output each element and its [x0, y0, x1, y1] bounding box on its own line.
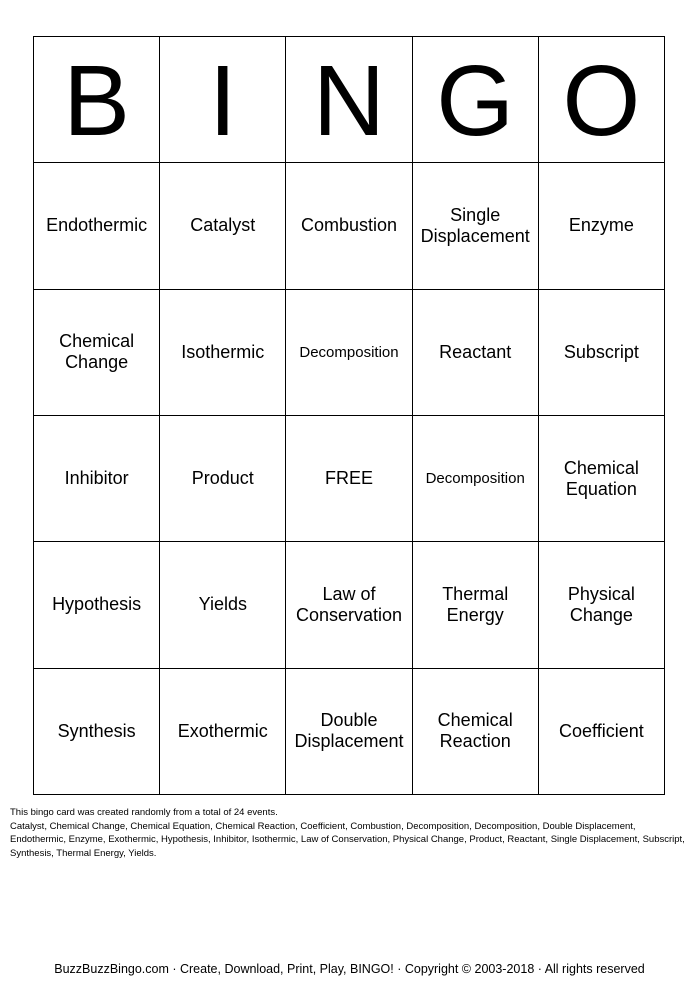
bingo-cell: Chemical Equation [539, 416, 665, 542]
bingo-card [33, 36, 665, 795]
info-summary: This bingo card was created randomly from a total of 24 events. [10, 807, 278, 818]
bingo-cell: Thermal Energy [413, 542, 539, 668]
bingo-cell: Decomposition [286, 290, 412, 416]
page-footer: BuzzBuzzBingo.com · Create, Download, Print, Play, BINGO! · Copyright © 2003-2018 · All rights reserved [54, 962, 645, 976]
bingo-cell: Chemical Reaction [413, 669, 539, 795]
bingo-cell: Double Displacement [286, 669, 412, 795]
header-letter-b: B [34, 37, 160, 163]
bingo-cell: Yields [160, 542, 286, 668]
bingo-cell: Synthesis [34, 669, 160, 795]
header-letter-o: O [539, 37, 665, 163]
bingo-cell: Physical Change [539, 542, 665, 668]
bingo-cell: Enzyme [539, 163, 665, 289]
free-space-cell: FREE [286, 416, 412, 542]
bingo-cell: Reactant [413, 290, 539, 416]
bingo-cell: Coefficient [539, 669, 665, 795]
bingo-cell: Decomposition [413, 416, 539, 542]
card-info [10, 806, 692, 860]
bingo-cell: Subscript [539, 290, 665, 416]
bingo-grid [34, 37, 665, 795]
bingo-cell: Endothermic [34, 163, 160, 289]
bingo-cell: Hypothesis [34, 542, 160, 668]
header-letter-n: N [286, 37, 412, 163]
bingo-cell: Exothermic [160, 669, 286, 795]
bingo-cell: Inhibitor [34, 416, 160, 542]
bingo-cell: Isothermic [160, 290, 286, 416]
header-letter-g: G [413, 37, 539, 163]
bingo-cell: Chemical Change [34, 290, 160, 416]
header-letter-i: I [160, 37, 286, 163]
bingo-cell: Product [160, 416, 286, 542]
info-events-list: Catalyst, Chemical Change, Chemical Equation, Chemical Reaction, Coefficient, Combustion, Decomposition, Decomposition, Double Displacement, Endothermic, Enzyme, Exothermic, Hypothesis, Inhibitor, Isothermic, Law of Conservation, Physical Change, Product, Reactant, Single Displacement, Subscript, Synthesis, Thermal Energy, Yields. [10, 820, 685, 859]
bingo-cell: Catalyst [160, 163, 286, 289]
bingo-cell: Single Displacement [413, 163, 539, 289]
bingo-cell: Combustion [286, 163, 412, 289]
bingo-cell: Law of Conservation [286, 542, 412, 668]
